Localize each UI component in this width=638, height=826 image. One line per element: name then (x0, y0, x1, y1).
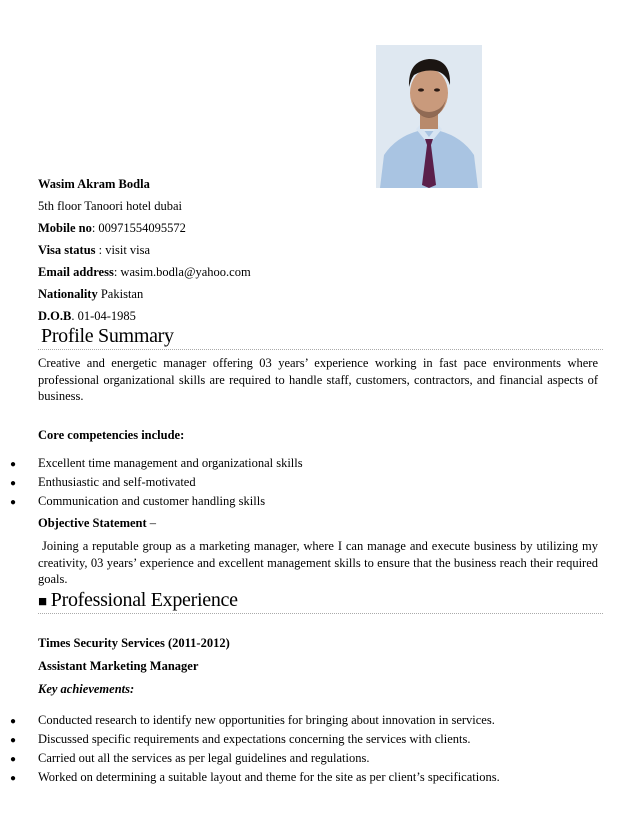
objective-line (38, 516, 156, 531)
square-bullet-icon: ■ (38, 594, 47, 610)
visa-label: Visa status (38, 243, 96, 257)
competencies-heading: Core competencies include: (38, 428, 185, 442)
competency-text: Enthusiastic and self-motivated (38, 475, 196, 489)
company-name: Times Security Services (2011-2012) (38, 636, 230, 650)
bullet-icon: ● (10, 735, 17, 746)
dob-value: . 01-04-1985 (71, 309, 136, 323)
profile-photo (376, 45, 482, 188)
experience-heading-text: Professional Experience (50, 589, 238, 611)
bullet-icon: ● (10, 773, 17, 784)
achievement-text: Conducted research to identify new opportunities for bringing about innovation in services. (38, 713, 495, 727)
address: 5th floor Tanoori hotel dubai (38, 199, 183, 213)
nationality-label: Nationality (38, 287, 98, 301)
list-item (10, 456, 303, 471)
email-line (38, 265, 251, 280)
objective-text: Joining a reputable group as a marketing manager, where I can manage and execute business by utilizing my creativity, 03 years’ experience and excellent management skills to ensure that the business reach their required goals. (38, 539, 598, 586)
competency-text: Excellent time management and organizational skills (38, 456, 303, 470)
visa-line (38, 243, 150, 258)
dob-line (38, 309, 136, 324)
bullet-icon: ● (10, 716, 17, 727)
achievement-text: Discussed specific requirements and expectations concerning the services with clients. (38, 732, 471, 746)
bullet-icon: ● (10, 459, 17, 470)
competency-text: Communication and customer handling skills (38, 494, 266, 508)
email-label: Email address (38, 265, 114, 279)
email-value: : wasim.bodla@yahoo.com (113, 265, 251, 279)
achievement-text: Carried out all the services as per legal guidelines and regulations. (38, 751, 370, 765)
list-item (10, 475, 196, 490)
bullet-icon: ● (10, 754, 17, 765)
job-title: Assistant Marketing Manager (38, 659, 199, 673)
visa-value: : visit visa (95, 243, 151, 257)
achievements-label: Key achievements: (38, 682, 135, 696)
profile-summary-heading: Profile Summary (38, 325, 603, 350)
mobile-line (38, 221, 186, 236)
mobile-label: Mobile no (38, 221, 92, 235)
list-item (10, 751, 370, 766)
nationality-value: Pakistan (97, 287, 144, 301)
list-item (10, 713, 495, 728)
dob-label: D.O.B (38, 309, 72, 323)
profile-summary-text: Creative and energetic manager offering 03 years’ experience working in fast pace environments where professional organizational skills are required to handle staff, customers, contractors, and financial aspects of business. (38, 356, 598, 403)
list-item (10, 770, 500, 785)
bullet-icon: ● (10, 497, 17, 508)
candidate-name: Wasim Akram Bodla (38, 177, 150, 191)
list-item (10, 732, 471, 747)
experience-heading (38, 589, 603, 614)
objective-dash: – (146, 516, 157, 530)
mobile-value: : 00971554095572 (91, 221, 186, 235)
objective-heading: Objective Statement (38, 516, 147, 530)
nationality-line (38, 287, 143, 302)
list-item (10, 494, 265, 509)
bullet-icon: ● (10, 478, 17, 489)
achievement-text: Worked on determining a suitable layout and theme for the site as per client’s specifications. (38, 770, 500, 784)
